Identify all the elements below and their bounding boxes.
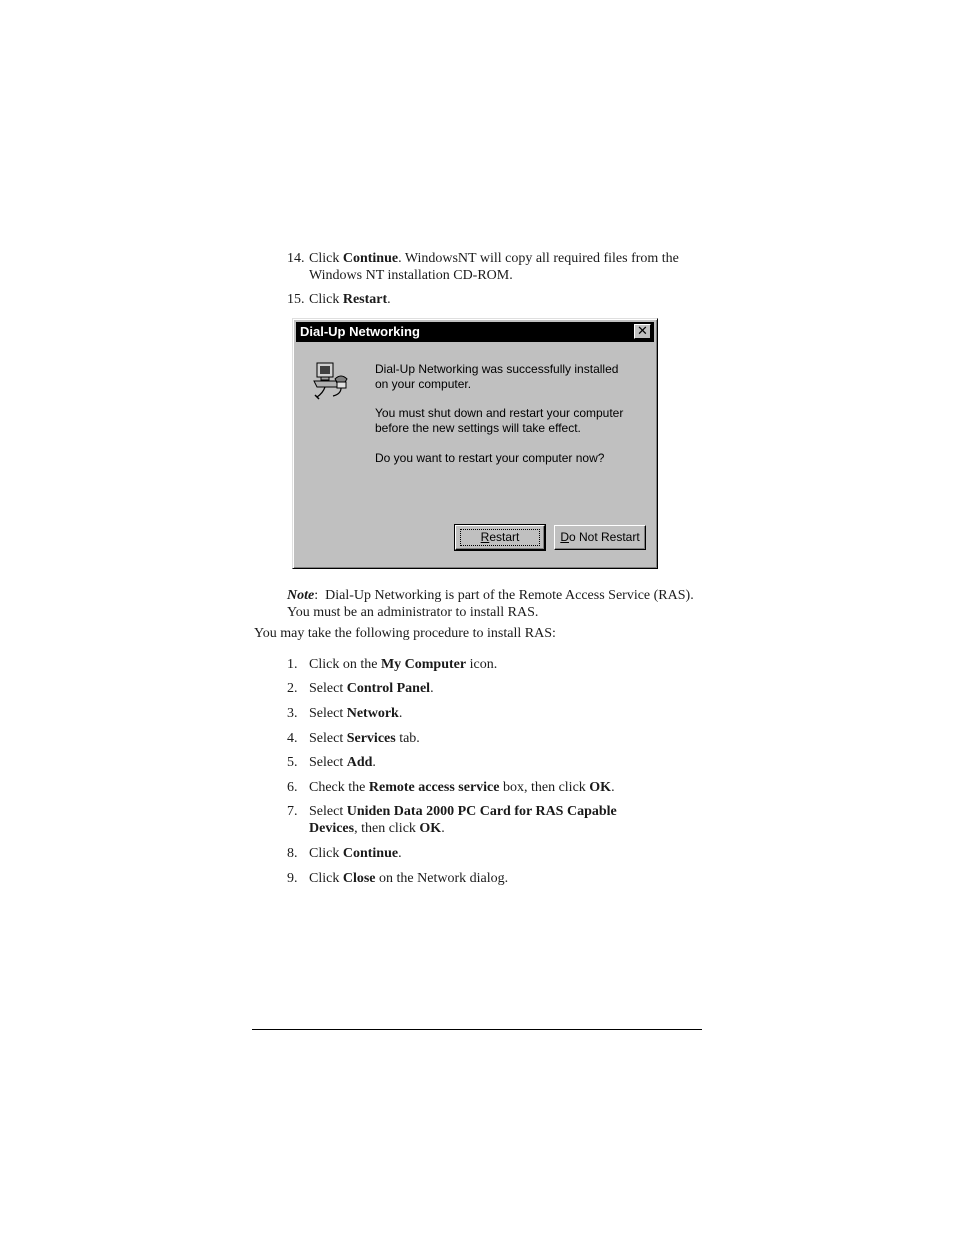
step-text-post: . <box>398 706 403 721</box>
note-sep: : <box>314 588 319 603</box>
step-number: 8. <box>287 846 298 861</box>
message-line: before the new settings will take effect. <box>375 421 581 435</box>
dialog-message-1 <box>375 362 645 392</box>
step-text-post: . WindowsNT will copy all required files from the Windows NT installation CD-ROM. <box>309 251 679 283</box>
step-number: 9. <box>287 871 298 886</box>
ras-step-3 <box>287 705 707 722</box>
step-text-pre: Click <box>309 871 343 886</box>
step-bold: Remote access service <box>368 780 500 795</box>
step-text-pre: Select <box>309 731 347 746</box>
network-computer-icon <box>311 359 353 401</box>
accelerator-key: D <box>560 530 569 544</box>
do-not-restart-button-label <box>560 530 639 544</box>
ras-step-1 <box>287 656 707 673</box>
step-text-pre: Click <box>309 251 343 266</box>
step-bold: Continue <box>342 846 399 861</box>
step-text-post: . <box>372 755 376 770</box>
step-bold: Services <box>346 731 396 746</box>
step-bold: Network <box>346 706 399 721</box>
label-rest: estart <box>489 530 520 544</box>
step-number: 6. <box>287 780 298 795</box>
step-text-post: . <box>387 292 391 307</box>
restart-button[interactable] <box>455 525 545 550</box>
step-bold: Control Panel <box>346 681 431 696</box>
dialog-title: Dial-Up Networking <box>300 324 420 339</box>
step-text-pre: Select <box>309 804 347 819</box>
step-15 <box>287 291 707 308</box>
step-number: 5. <box>287 755 298 770</box>
step-text <box>309 656 707 673</box>
step-bold: Uniden Data 2000 PC Card for RAS Capable Devices <box>309 804 617 836</box>
step-bold: Continue <box>342 251 399 266</box>
step-text <box>309 250 707 284</box>
intro-text: You may take the following procedure to install RAS: <box>254 626 556 641</box>
step-bold: Restart <box>342 292 388 307</box>
dialog-message-2 <box>375 406 645 436</box>
step-number: 2. <box>287 681 298 696</box>
step-number: 7. <box>287 804 298 819</box>
step-text-pre: Select <box>309 706 347 721</box>
step-text-post: . <box>398 846 402 861</box>
step-text <box>309 291 707 308</box>
step-number: 1. <box>287 657 298 672</box>
step-14 <box>287 250 707 284</box>
label-rest: o Not Restart <box>568 530 640 544</box>
step-bold: Add <box>346 755 373 770</box>
step-bold-2: OK <box>419 821 442 836</box>
step-text-pre: Select <box>309 681 347 696</box>
step-text-post: icon. <box>466 657 498 672</box>
step-text-post: . <box>611 780 615 795</box>
dialog-titlebar <box>296 322 654 342</box>
ras-step-9 <box>287 870 707 887</box>
step-text <box>309 680 707 697</box>
ras-step-8 <box>287 845 707 862</box>
message-line: on your computer. <box>375 377 472 391</box>
note-paragraph <box>287 587 707 621</box>
step-text-pre: Select <box>309 755 347 770</box>
step-text <box>309 803 659 837</box>
step-number: 15. <box>287 292 305 307</box>
step-bold: Close <box>342 871 376 886</box>
step-text <box>309 845 707 862</box>
do-not-restart-button[interactable] <box>554 525 646 550</box>
message-line: Dial-Up Networking was successfully installed <box>375 362 619 376</box>
step-text-mid: box, then click <box>499 780 590 795</box>
step-text <box>309 870 707 887</box>
ras-step-7 <box>287 803 687 837</box>
ras-step-5 <box>287 754 707 771</box>
step-number: 3. <box>287 706 298 721</box>
step-text <box>309 705 707 722</box>
step-text <box>309 779 707 796</box>
step-text <box>309 730 707 747</box>
step-text-post: . <box>430 681 434 696</box>
ras-step-6 <box>287 779 707 796</box>
step-text-pre: Click <box>309 292 343 307</box>
accelerator-key: R <box>480 530 490 544</box>
footer-rule <box>252 1029 702 1030</box>
step-text <box>309 754 707 771</box>
step-text-mid: , then click <box>354 821 420 836</box>
ras-step-2 <box>287 680 707 697</box>
close-icon[interactable]: ✕ <box>634 324 651 339</box>
step-number: 4. <box>287 731 298 746</box>
dialog-message-3: Do you want to restart your computer now? <box>375 451 605 465</box>
step-bold: My Computer <box>380 657 467 672</box>
step-number: 14. <box>287 251 305 266</box>
step-text-post: tab. <box>395 731 420 746</box>
step-bold-2: OK <box>589 780 612 795</box>
note-label: Note <box>287 588 315 603</box>
restart-button-label <box>481 530 520 544</box>
step-text-pre: Check the <box>309 780 369 795</box>
note-text: Dial-Up Networking is part of the Remote Access Service (RAS). You must be an administrator to install RAS. <box>287 588 697 620</box>
message-line: You must shut down and restart your computer <box>375 406 624 420</box>
step-text-post: . <box>441 821 445 836</box>
step-text-pre: Click on the <box>309 657 381 672</box>
ras-step-4 <box>287 730 707 747</box>
dial-up-networking-dialog <box>292 318 658 569</box>
step-text-pre: Click <box>309 846 343 861</box>
step-text-post: on the Network dialog. <box>375 871 509 886</box>
